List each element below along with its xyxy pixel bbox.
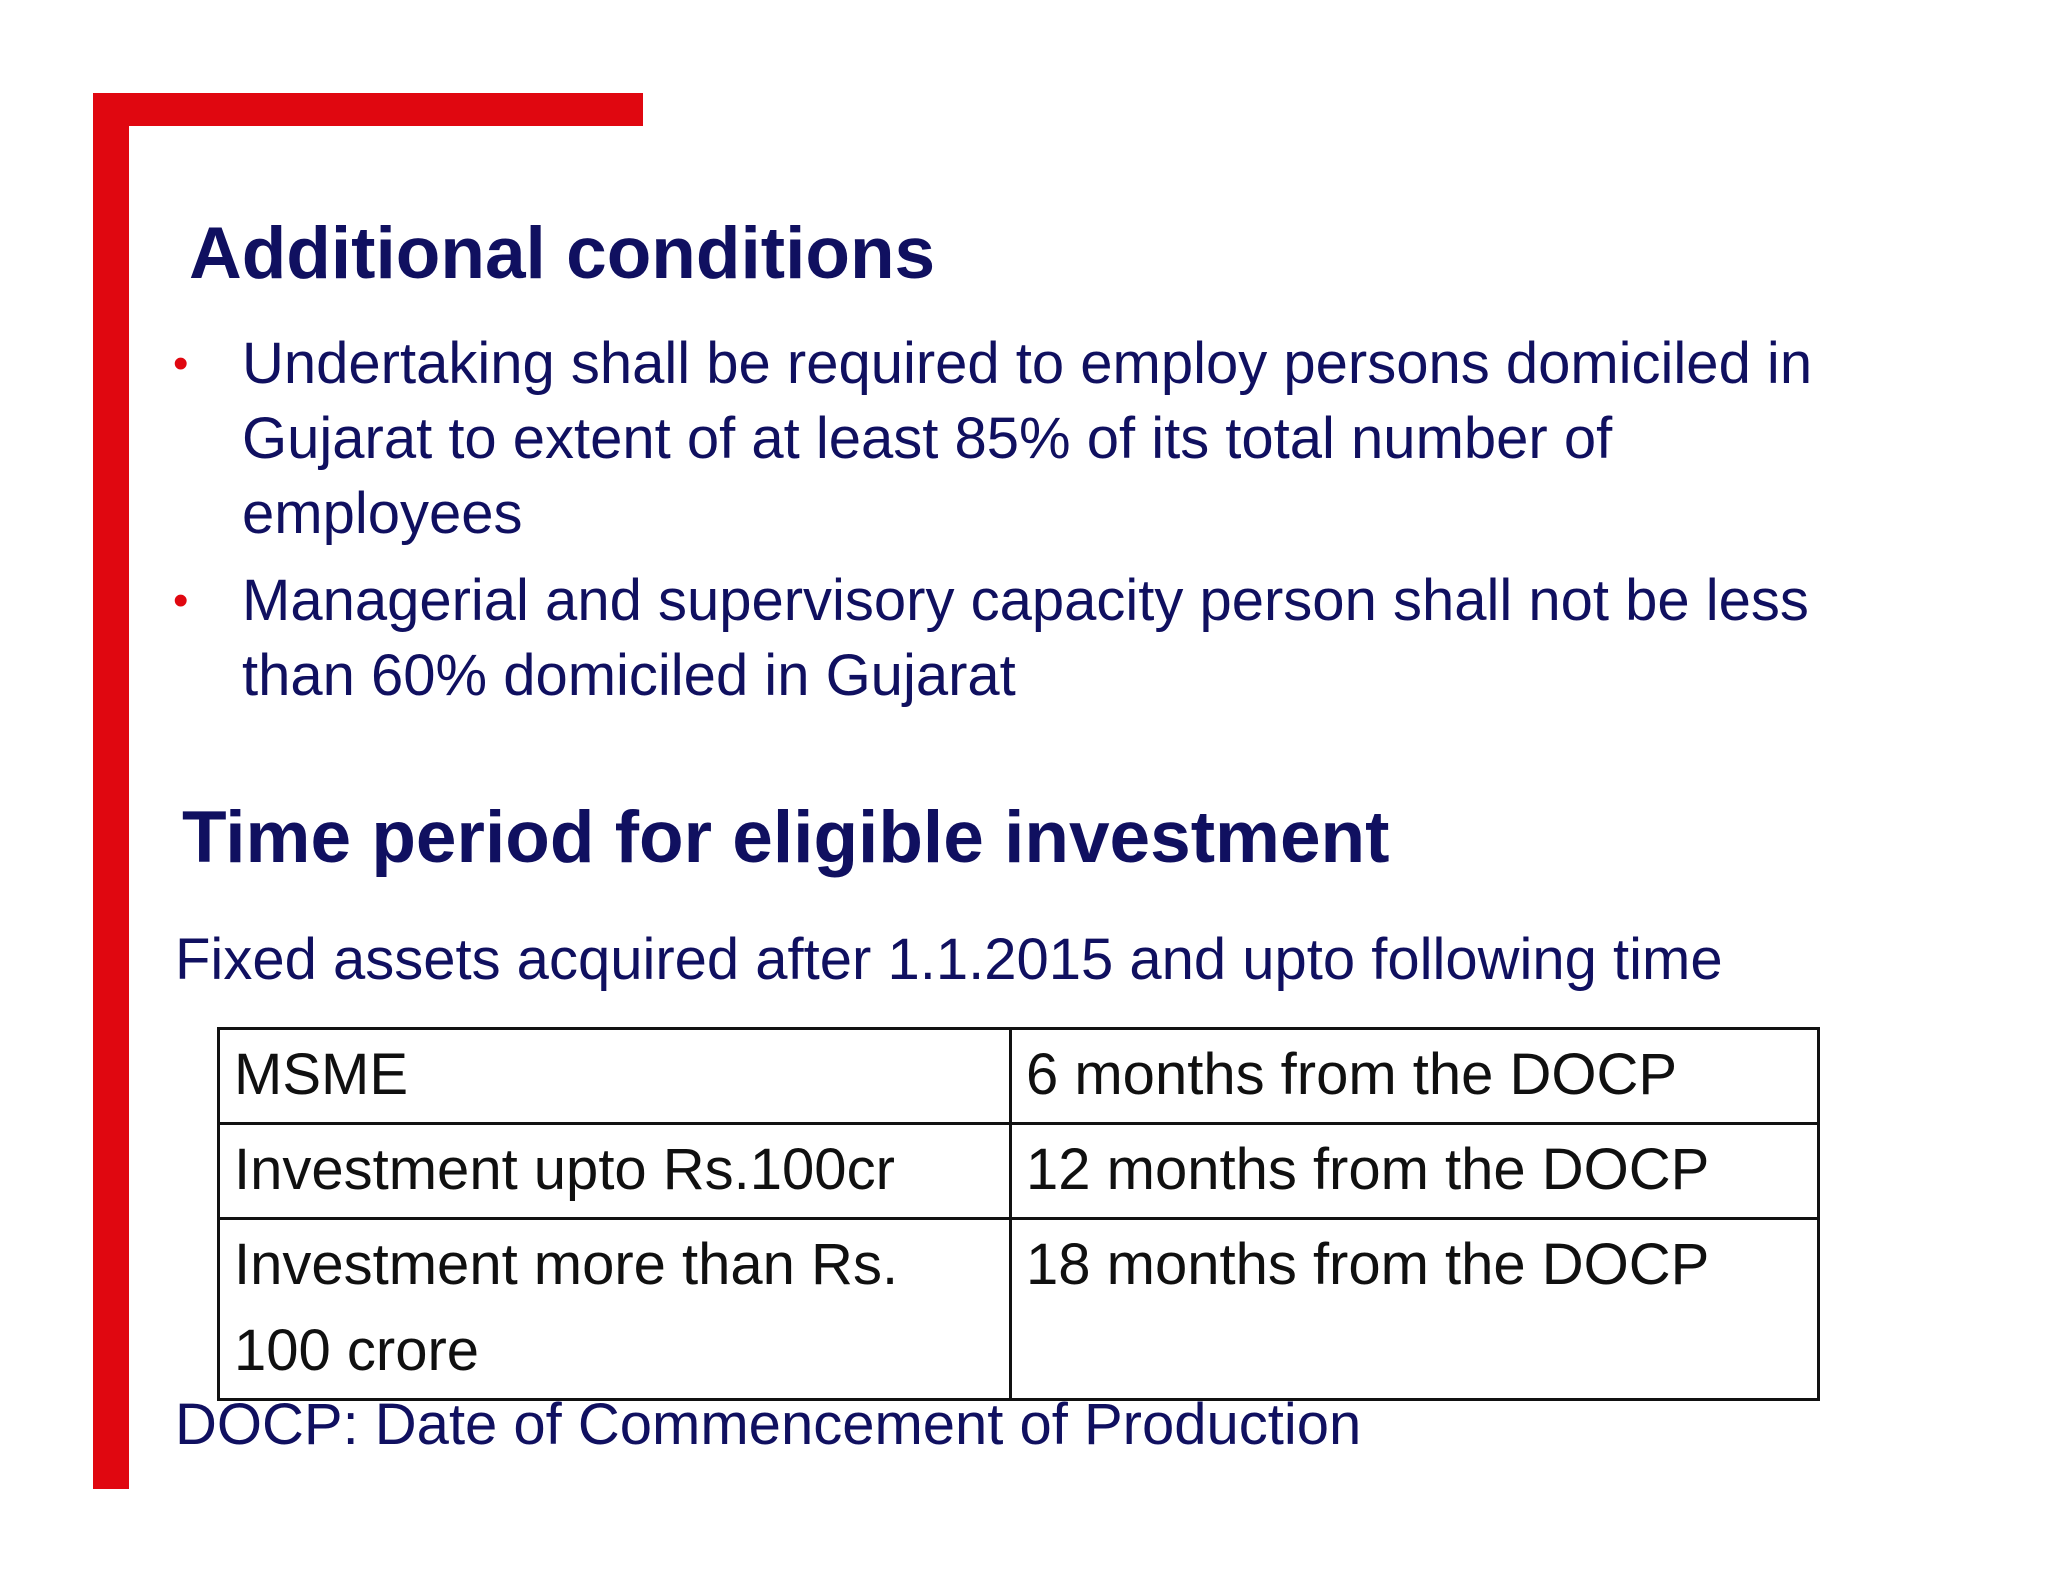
section-heading-additional-conditions: Additional conditions — [189, 213, 936, 294]
list-item — [173, 563, 1893, 713]
bullet-icon: • — [173, 576, 189, 625]
table-cell-period: 6 months from the DOCP — [1011, 1029, 1819, 1124]
table-row — [219, 1029, 1819, 1124]
accent-bar-left — [93, 93, 129, 1489]
intro-text: Fixed assets acquired after 1.1.2015 and upto following time — [175, 927, 1723, 992]
footnote-text: DOCP: Date of Commencement of Production — [175, 1392, 1362, 1457]
table-cell-period: 12 months from the DOCP — [1011, 1124, 1819, 1219]
conditions-list — [173, 326, 1893, 725]
table-cell-period: 18 months from the DOCP — [1011, 1219, 1819, 1400]
time-period-table — [217, 1027, 1820, 1401]
list-item-text: Undertaking shall be required to employ persons domiciled in Gujarat to extent of at least 85% of its total number of employees — [242, 331, 1813, 546]
table-cell-category: Investment upto Rs.100cr — [219, 1124, 1011, 1219]
list-item-text: Managerial and supervisory capacity person shall not be less than 60% domiciled in Gujarat — [242, 568, 1809, 708]
bullet-icon: • — [173, 339, 189, 388]
table-cell-category: MSME — [219, 1029, 1011, 1124]
accent-bar-top — [93, 93, 643, 126]
table-cell-category: Investment more than Rs. 100 crore — [219, 1219, 1011, 1400]
section-heading-time-period: Time period for eligible investment — [182, 797, 1390, 878]
list-item — [173, 326, 1893, 551]
table-row — [219, 1219, 1819, 1400]
table-row — [219, 1124, 1819, 1219]
